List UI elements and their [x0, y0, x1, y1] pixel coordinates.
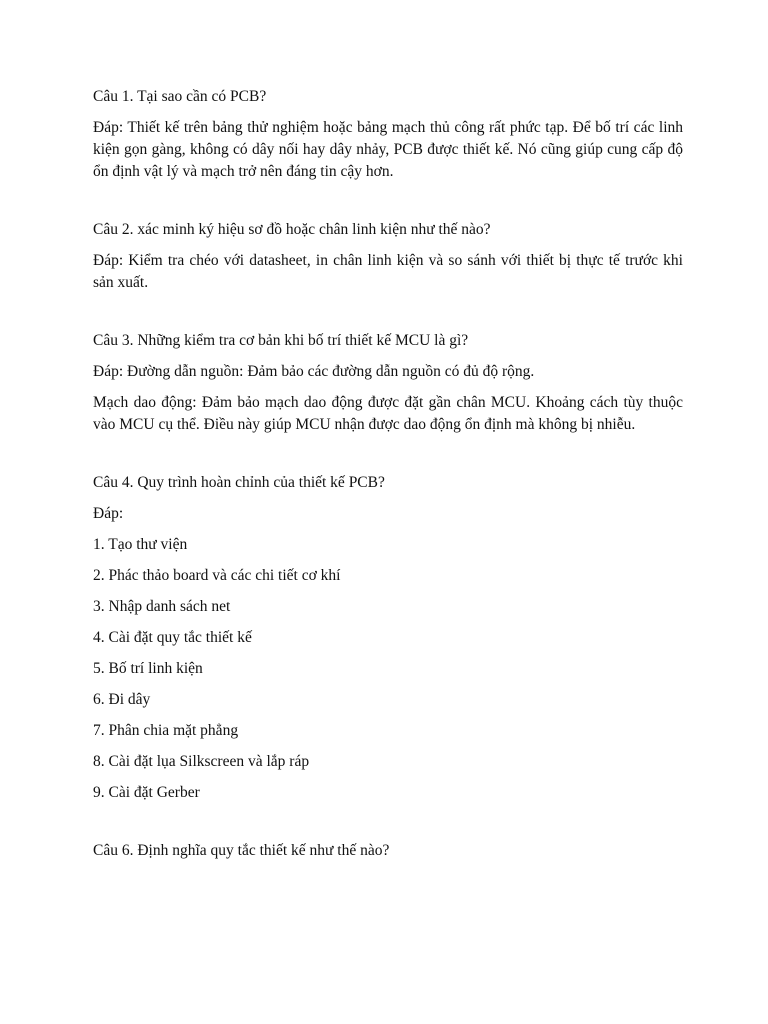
list-item: 7. Phân chia mặt phẳng	[93, 722, 239, 739]
list-item: 4. Cài đặt quy tắc thiết kế	[93, 629, 252, 646]
section-gap	[93, 303, 683, 330]
question-1: Câu 1. Tại sao cần có PCB?	[93, 88, 267, 105]
list-item: 5. Bố trí linh kiện	[93, 660, 203, 677]
list-item: 2. Phác thảo board và các chi tiết cơ khí	[93, 567, 341, 584]
answer-3-continued: Mạch dao động: Đảm bảo mạch dao động được đặt gần chân MCU. Khoảng cách tùy thuộc vào MCU cụ thể. Điều này giúp MCU nhận được dao động ổn định mà không bị nhiễu.	[93, 394, 683, 433]
answer-1: Đáp: Thiết kế trên bảng thử nghiệm hoặc bảng mạch thủ công rất phức tạp. Để bố trí các linh kiện gọn gàng, không có dây nối hay dây nhảy, PCB được thiết kế. Nó cũng giúp cung cấp độ ổn định vật lý và mạch trở nên đáng tin cậy hơn.	[93, 119, 683, 180]
pcb-process-steps	[93, 534, 683, 804]
question-2: Câu 2. xác minh ký hiệu sơ đồ hoặc chân linh kiện như thế nào?	[93, 221, 491, 238]
section-gap	[93, 445, 683, 472]
document-body	[93, 86, 683, 871]
answer-2: Đáp: Kiểm tra chéo với datasheet, in chân linh kiện và so sánh với thiết bị thực tế trước khi sản xuất.	[93, 252, 683, 291]
question-4: Câu 4. Quy trình hoàn chỉnh của thiết kế PCB?	[93, 474, 385, 491]
section-gap	[93, 813, 683, 840]
list-item: 1. Tạo thư viện	[93, 536, 188, 553]
answer-4-label: Đáp:	[93, 505, 124, 522]
question-6: Câu 6. Định nghĩa quy tắc thiết kế như thế nào?	[93, 842, 390, 859]
list-item: 3. Nhập danh sách net	[93, 598, 231, 615]
list-item: 8. Cài đặt lụa Silkscreen và lắp ráp	[93, 753, 310, 770]
answer-3: Đáp: Đường dẫn nguồn: Đảm bảo các đường dẫn nguồn có đủ độ rộng.	[93, 363, 535, 380]
question-3: Câu 3. Những kiểm tra cơ bản khi bố trí thiết kế MCU là gì?	[93, 332, 469, 349]
section-gap	[93, 192, 683, 219]
list-item: 6. Đi dây	[93, 691, 151, 708]
list-item: 9. Cài đặt Gerber	[93, 784, 200, 801]
